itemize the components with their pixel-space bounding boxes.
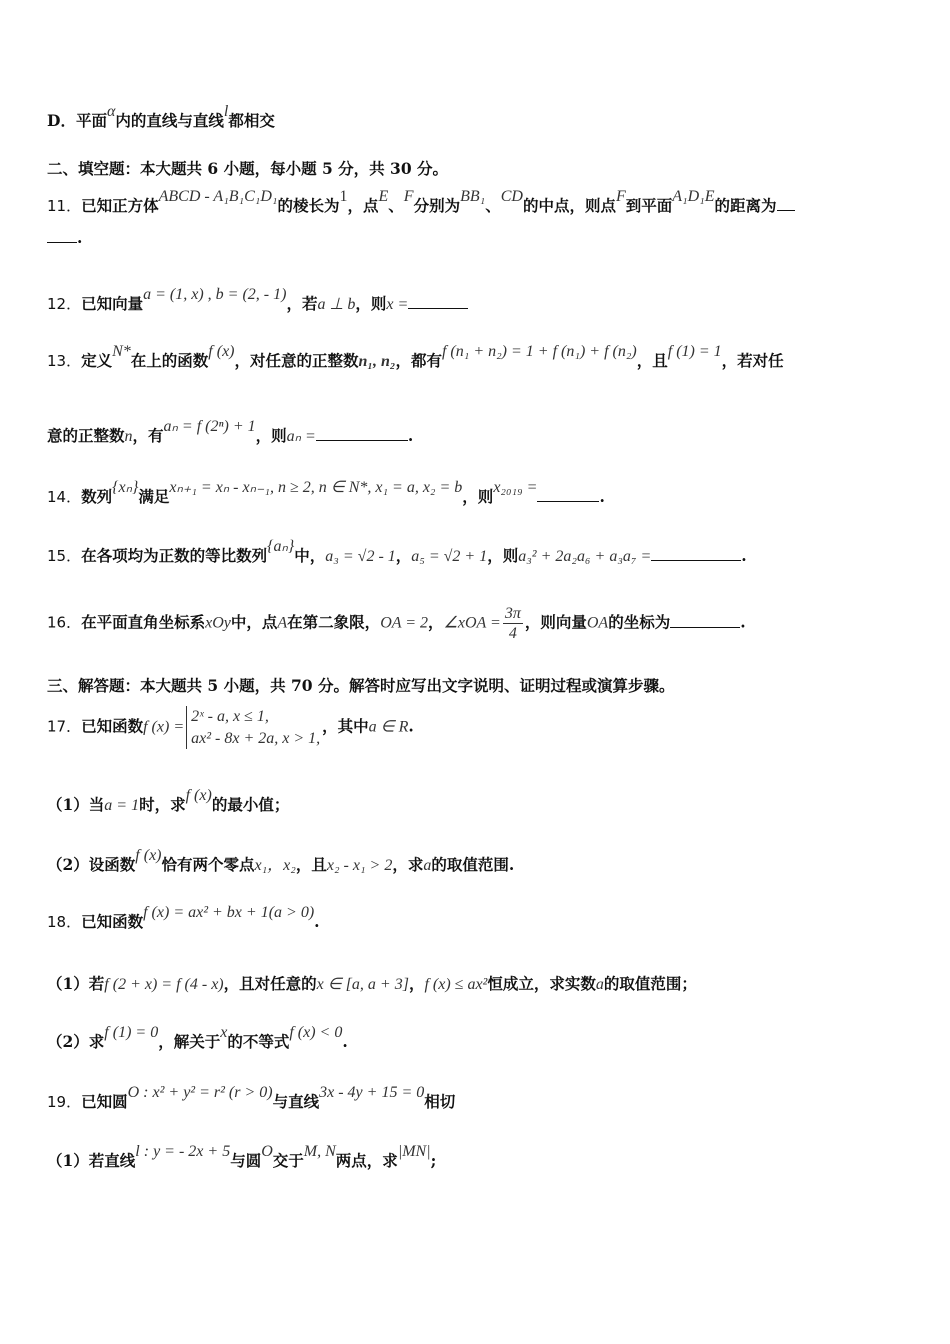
text: 的中点，则点: [522, 196, 616, 215]
question-number: 11．: [47, 197, 82, 215]
part-label: （1）当: [47, 795, 105, 814]
fraction-denominator: 4: [508, 625, 517, 643]
text: 在各项均为正数的等比数列: [81, 546, 268, 565]
text: .: [314, 912, 320, 931]
question-11: [47, 188, 910, 216]
answer-blank[interactable]: [408, 294, 468, 309]
math: F: [615, 188, 626, 205]
text: 恒成立，求实数: [487, 974, 596, 993]
math: F: [403, 188, 414, 205]
math: OA: [586, 614, 609, 632]
math: A₁D₁E: [672, 188, 715, 205]
question-11-cont: [47, 228, 910, 248]
fraction: [503, 604, 523, 643]
answer-blank[interactable]: [777, 196, 795, 211]
text: 的不等式: [227, 1032, 290, 1051]
question-19-part-1: [47, 1143, 910, 1171]
question-13: [47, 343, 910, 371]
question-18: [47, 904, 910, 932]
question-17: [47, 706, 910, 749]
text: 与圆: [230, 1151, 262, 1170]
text: 已知正方体: [81, 196, 159, 215]
math: N*: [112, 343, 131, 360]
text: 、: [388, 196, 404, 215]
question-18-part-1: [47, 975, 910, 994]
part-label: （2）设函数: [47, 855, 136, 874]
answer-blank[interactable]: [651, 546, 741, 561]
question-17-part-1: [47, 787, 910, 815]
math: f (x) = ax² + bx + 1(a > 0): [143, 904, 315, 921]
math: O: [261, 1143, 273, 1160]
case-1: 2ˣ - a, x ≤ 1,: [191, 708, 269, 725]
math: n: [124, 428, 133, 445]
text: 已知圆: [81, 1092, 128, 1111]
text: 中，点: [230, 612, 278, 632]
q10-option-d: [47, 103, 910, 131]
math: ∠xOA =: [443, 614, 501, 632]
text: ，则: [355, 294, 387, 313]
math: f (x) =: [143, 718, 185, 736]
question-16: [47, 604, 910, 643]
answer-blank[interactable]: [316, 426, 408, 441]
math: {xₙ}: [112, 479, 139, 496]
text: 已知函数: [81, 912, 144, 931]
fraction-numerator: 3π: [503, 604, 523, 624]
question-number: 12．: [47, 295, 82, 313]
text: .: [342, 1032, 348, 1051]
question-19: [47, 1084, 910, 1112]
text: ，: [408, 974, 425, 993]
math: f (x) ≤ ax²: [424, 976, 488, 993]
text: ，若: [286, 294, 318, 313]
text: ，: [395, 546, 412, 565]
part-label: （1）若: [47, 974, 105, 993]
text: ，其中: [322, 716, 369, 736]
text: ，求: [392, 855, 424, 874]
math: f (x): [185, 787, 212, 804]
math: xOy: [205, 614, 231, 632]
math: f (1) = 1: [667, 343, 722, 360]
math: a: [595, 976, 604, 993]
text: 时，求: [139, 795, 186, 814]
answer-blank[interactable]: [670, 613, 740, 628]
math: 3x - 4y + 15 = 0: [319, 1084, 425, 1101]
text: 的棱长为: [277, 196, 340, 215]
math: a: [423, 857, 432, 874]
answer-blank[interactable]: [537, 487, 599, 502]
text: 恰有两个零点: [161, 855, 255, 874]
text: ，则: [255, 426, 287, 445]
math: f (2 + x) = f (4 - x): [104, 976, 224, 993]
text: 两点，求: [335, 1151, 398, 1170]
text: ，则: [487, 546, 519, 565]
math: a₅ = √2 + 1: [411, 548, 488, 565]
answer-blank[interactable]: [47, 228, 77, 243]
text: 已知向量: [81, 294, 144, 313]
math: a ⊥ b: [317, 296, 356, 313]
text: ;: [430, 1151, 437, 1170]
text: 的最小值；: [211, 795, 290, 814]
math: x₁，x₂: [254, 857, 296, 874]
text: ，点: [347, 196, 379, 215]
math: A: [277, 614, 288, 632]
math: f (x) < 0: [289, 1024, 343, 1041]
text: 意的正整数: [47, 426, 125, 445]
question-17-part-2: [47, 847, 910, 875]
question-number: 17．: [47, 717, 82, 736]
text: 与直线: [272, 1092, 320, 1111]
math: 1: [339, 188, 348, 205]
text: 满足: [138, 487, 170, 506]
math: x₂ - x₁ > 2: [326, 857, 393, 874]
math: α: [106, 103, 116, 120]
text: ，则: [462, 487, 494, 506]
question-number: 16．: [47, 613, 82, 632]
math: a ∈ R: [368, 718, 409, 736]
text: 分别为: [413, 196, 461, 215]
text: ，且: [636, 351, 668, 370]
text: 都相交: [228, 111, 275, 130]
math: {aₙ}: [267, 538, 295, 555]
text: .: [407, 426, 414, 445]
math: a₃² + 2a₂a₆ + a₃a₇ =: [518, 548, 652, 565]
text: ，且: [295, 855, 327, 874]
math: a = 1: [104, 797, 140, 814]
text: 的距离为: [714, 196, 777, 215]
case-2: ax² - 8x + 2a, x > 1,: [191, 729, 321, 747]
part-label: （2）求: [47, 1032, 105, 1051]
math: x: [220, 1024, 228, 1041]
text: ，都有: [395, 351, 442, 370]
text: .: [741, 546, 747, 565]
text: 已知函数: [81, 716, 144, 736]
text: .: [77, 228, 83, 247]
text: 、: [485, 196, 501, 215]
text: ，: [428, 612, 444, 632]
math: a₃ = √2 - 1: [325, 548, 396, 565]
text: .: [599, 487, 605, 506]
question-number: 15．: [47, 547, 82, 565]
math: O : x² + y² = r² (r > 0): [127, 1084, 273, 1101]
math: xₙ₊₁ = xₙ - xₙ₋₁, n ≥ 2, n ∈ N*, x₁ = a, x₂ = b: [169, 479, 463, 496]
text: 内的直线与直线: [115, 111, 224, 130]
math: aₙ =: [286, 428, 316, 445]
text: 中，: [294, 546, 326, 565]
math: x ∈ [a, a + 3]: [316, 976, 409, 993]
text: ，且对任意的: [223, 974, 317, 993]
math: x₂₀₁₉ =: [493, 479, 538, 496]
text: ，解关于: [158, 1032, 221, 1051]
piecewise-cases: [186, 706, 320, 749]
text: ，有: [132, 426, 164, 445]
math: aₙ = f (2ⁿ) + 1: [163, 418, 256, 435]
text: 定义: [81, 351, 113, 370]
question-18-part-2: [47, 1024, 910, 1052]
question-number: 18．: [47, 913, 82, 931]
math: OA = 2: [380, 614, 429, 632]
text: .: [740, 612, 746, 632]
question-number: 14．: [47, 488, 82, 506]
question-12: [47, 286, 910, 314]
math: f (1) = 0: [104, 1024, 159, 1041]
text: ，若对任: [721, 351, 784, 370]
question-13-cont: [47, 418, 910, 446]
question-number: 19．: [47, 1093, 82, 1111]
math: f (x): [135, 847, 162, 864]
question-15: [47, 538, 910, 566]
text: 在上的函数: [130, 351, 209, 370]
text: 到平面: [625, 196, 673, 215]
section3-title: 三、解答题：本大题共 5 小题，共 70 分。解答时应写出文字说明、证明过程或演算步骤。: [47, 676, 675, 695]
question-number: 13．: [47, 352, 82, 370]
math: x =: [386, 296, 409, 313]
math: |MN|: [397, 1143, 431, 1160]
text: 的坐标为: [608, 612, 671, 632]
question-14: [47, 479, 910, 507]
math: CD: [500, 188, 523, 205]
math: M, N: [303, 1143, 336, 1160]
section2-title: 二、填空题：本大题共 6 小题，每小题 5 分，共 30 分。: [47, 159, 449, 178]
math: E: [378, 188, 389, 205]
text: 的取值范围.: [431, 855, 515, 874]
text: 交于: [272, 1151, 304, 1170]
text: .: [408, 716, 414, 736]
text: ，则向量: [524, 612, 587, 632]
math: ABCD - A₁B₁C₁D₁: [158, 188, 278, 205]
math: a = (1, x) , b = (2, - 1): [143, 286, 287, 303]
text: 在第二象限，: [287, 612, 381, 632]
text: 相切: [424, 1092, 456, 1111]
option-label: D．平面: [47, 111, 107, 130]
text: 的取值范围；: [603, 974, 697, 993]
text: ，对任意的正整数: [234, 351, 359, 370]
text: 在平面直角坐标系: [81, 612, 206, 632]
math: l: [223, 103, 229, 120]
math: l : y = - 2x + 5: [135, 1143, 231, 1160]
text: 数列: [81, 487, 113, 506]
math: BB₁: [460, 188, 486, 205]
math: f (x): [208, 343, 235, 360]
math: f (n₁ + n₂) = 1 + f (n₁) + f (n₂): [441, 343, 637, 360]
math: n₁, n₂: [358, 353, 396, 370]
part-label: （1）若直线: [47, 1151, 136, 1170]
